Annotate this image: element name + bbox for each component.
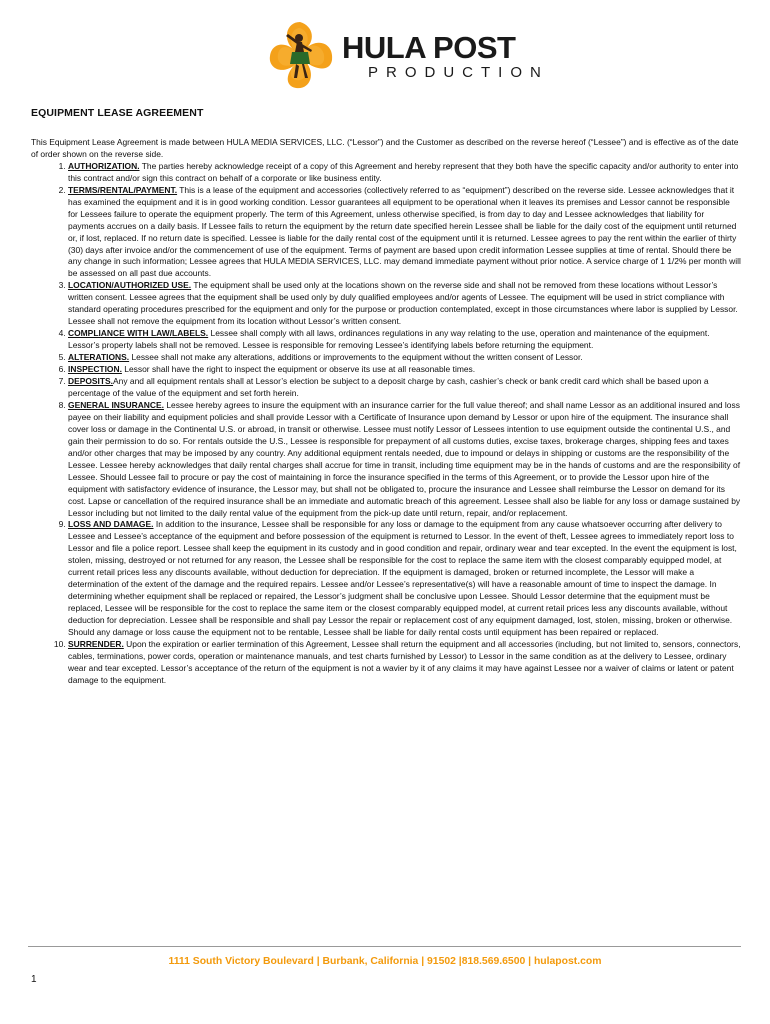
clause-heading: LOCATION/AUTHORIZED USE. [68, 280, 192, 291]
clause-text: The equipment shall be used only at the locations shown on the reverse side and shall not be removed from these locations without Lessor’s written consent. Lessee agrees that the equipment shall be used only by duly qualified employees and/or agents of Lessee. The equipment will be used in strict compliance with standard operating procedures prescribed for the equipment and only for the purpose or production contemplated, except in those circumstances where labor is supplied by Lessor. Lessee shall not remove the equipment from its location without Lessor’s written consent. [68, 280, 738, 327]
clause-text: Lessee shall not make any alterations, additions or improvements to the equipment without the written consent of Lessor. [131, 352, 583, 363]
clause-text: Lessor shall have the right to inspect the equipment or observe its use at all reasonable times. [124, 364, 476, 375]
clause-text: Upon the expiration or earlier termination of this Agreement, Lessee shall return the equipment and all accessories (including, but not limited to, sensors, connectors, cables, terminations, power cords, operation or maintenance manuals, and test charts furnished by Lessor) to Lessor in the same condition as at the delivery to Lessee, ordinary wear and tear excepted. Lessor’s acceptance of the return of the equipment is not a wavier by it of any claims it may have against Lessee nor a waiver of claims or latent or patent damage to the equipment. [68, 638, 741, 685]
clause-surrender [68, 639, 741, 687]
clause-heading: GENERAL INSURANCE. [68, 399, 164, 410]
company-logo [258, 20, 549, 92]
clause-compliance-with-law [68, 328, 741, 352]
footer-divider [28, 946, 741, 947]
page-number: 1 [31, 974, 37, 985]
clause-text: The parties hereby acknowledge receipt of a copy of this Agreement and hereby represent that they both have the specific capacity and/or authority to enter into this contract and/or sign this contract on behalf of a corporate or like business entity. [68, 160, 739, 183]
clause-alterations [68, 352, 741, 364]
clause-inspection [68, 364, 741, 376]
clause-text: Lessee hereby agrees to insure the equipment with an insurance carrier for the full value thereof; and shall name Lessor as an additional insured and loss payee on their liability and equipment policies and shall provide Lessor with a Certificate of Insurance upon demand by Lessor or upon hire of the equipment. The insurance shall cover loss or damage in the Continental U.S. or abroad, in transit or otherwise. Lessee must notify Lessor of Lessees intention to use equipment outside the continental U.S., and gain their permission to do so. For rentals outside the U.S., Lessee is responsible for prepayment of all customs duties, excise taxes, brokerage charges, shipping fees and taxes and/or other charges that may be imposed by any country. Any additional equipment rentals needed, due to impound or delays in shipping or customs are the responsibility of the Lessee. Lessee hereby acknowledges that daily rental charges shall accrue for time in transit, including time equipment may be in the hands of customs and are the responsibility of Lessee. Should Lessee fail to procure or pay the cost of maintaining in force the insurance specified in the terms of this Agreement, or to provide the Lessor upon hire of the equipment with satisfactory evidence of insurance, the Lessor may, but shall not be obligated to, procure the insurance and Lessee shall reimburse the Lessor on demand for its cost. Lapse or cancellation of the required insurance shall be an immediate and automatic breach of this agreement. Lessee shall also be liable for any loss or damage sustained by Lessor including but not limited to the daily rental value of the equipment from the pick-up date until return, repair, and/or replacement. [68, 399, 741, 518]
clause-terms-rental-payment [68, 185, 741, 281]
clause-heading: ALTERATIONS. [68, 352, 130, 363]
agreement-body [31, 108, 741, 687]
document-title: EQUIPMENT LEASE AGREEMENT [31, 107, 204, 119]
clause-heading: TERMS/RENTAL/PAYMENT. [68, 184, 178, 195]
clause-text: Any and all equipment rentals shall at Lessor’s election be subject to a deposit charge by cash, cashier’s check or bank credit card which shall be based upon a percentage of the value of the equipment and set forth herein. [68, 376, 709, 398]
clause-general-insurance [68, 400, 741, 520]
clause-location-authorized-use [68, 280, 741, 328]
intro-paragraph: This Equipment Lease Agreement is made between HULA MEDIA SERVICES, LLC. (“Lessor”) and the Customer as described on the reverse hereof (“Lessee”) and is effective as of the date of order shown on the reverse side. [31, 136, 739, 159]
hibiscus-dancer-icon [258, 20, 338, 92]
clause-text: This is a lease of the equipment and accessories (collectively referred to as “equipment”) described on the reverse side. Lessee acknowledges that it has examined the equipment and it is in good working condition. Lessor guarantees all equipment to be operational when it leaves its premises and Lessor cannot be responsible for Lessees failure to operate the equipment properly. The term of this Agreement, unless otherwise specified, is from day to day and Lessee acknowledges that liability for payments accrues on a daily basis. If Lessee fails to return the equipment by the return date specified herein Lessee shall be liable for the daily cost of the equipment until returned or, if lost, replaced. If no return date is specified. Lessee is liable for the daily rental cost of the equipment until it is returned. Lessee agrees to pay the rent within the earlier of thirty (30) days after invoice and/or the commencement of use of the equipment. Terms of payment are based upon credit information Lessee supplies at time of rental. Should there be any change in such information; Lessee agrees that HULA MEDIA SERVICES, LLC. may demand immediate payment without prior notice. A service charge of 1 1/2% per month will be assessed on all past due accounts. [68, 184, 741, 279]
clause-heading: INSPECTION. [68, 364, 122, 375]
clause-heading: AUTHORIZATION. [68, 160, 140, 171]
clause-text: Lessee shall comply with all laws, ordinances regulations in any way relating to the use, operation and maintenance of the equipment. Lessor’s property labels shall not be removed. Lessee is responsible for removing Lessee’s identifying labels before returning the equipment. [68, 328, 710, 351]
clause-heading: SURRENDER. [68, 638, 124, 649]
logo-title: HULA POST [342, 30, 516, 65]
clause-loss-and-damage [68, 519, 741, 639]
clause-heading: LOSS AND DAMAGE. [68, 519, 154, 530]
clause-list [31, 161, 741, 687]
clause-heading: DEPOSITS. [68, 376, 114, 387]
footer-contact-line: 1111 South Victory Boulevard | Burbank, California | 91502 |818.569.6500 | hulapost.com [168, 956, 602, 967]
logo-subtitle: PRODUCTION [368, 64, 549, 81]
clause-deposits [68, 376, 741, 400]
clause-heading: COMPLIANCE WITH LAW/LABELS. [68, 328, 209, 339]
clause-authorization [68, 161, 741, 185]
clause-text: In addition to the insurance, Lessee shall be responsible for any loss or damage to the equipment from any cause whatsoever occurring after delivery to Lessee and Lessee’s acceptance of the equipment and before possession of the equipment is returned to Lessor. In the event of theft, Lessee agrees to immediately report loss to Lessor and file a police report. Lessee shall keep the equipment in its custody and in good condition and repair, ordinary wear and tear excepted. In the event the equipment is lost, stolen, missing, destroyed or not returned for any reason, the Lessee shall be responsible for the cost to replace the same item with the closest comparably equipped model, at current retail prices less any discounts available, without deduction for depreciation. If the equipment is damaged, broken or returned incomplete, the Lessor will make a determination of the extent of the damage and the required repairs. Lessee and/or Lessee’s representative(s) will have a reasonable amount of time to inspect the damage. In determining whether equipment shall be replaced or repaired, the Lessor’s judgment shall be conclusive upon Lessee. Should Lessor determine that the equipment must be replaced, Lessee will be responsible for the cost to replace the same item or the closest comparably equipped model, at current retail prices less any discounts available, without deduction for depreciation. Lessee shall be responsible and shall pay Lessor the repair or replacement cost of any equipment damaged, lost, stolen, missing, broken or otherwise. Should any damage or loss cause the equipment not to be rentable, Lessee shall be liable for daily rental costs until equipment has been repaired or replaced. [68, 519, 737, 638]
